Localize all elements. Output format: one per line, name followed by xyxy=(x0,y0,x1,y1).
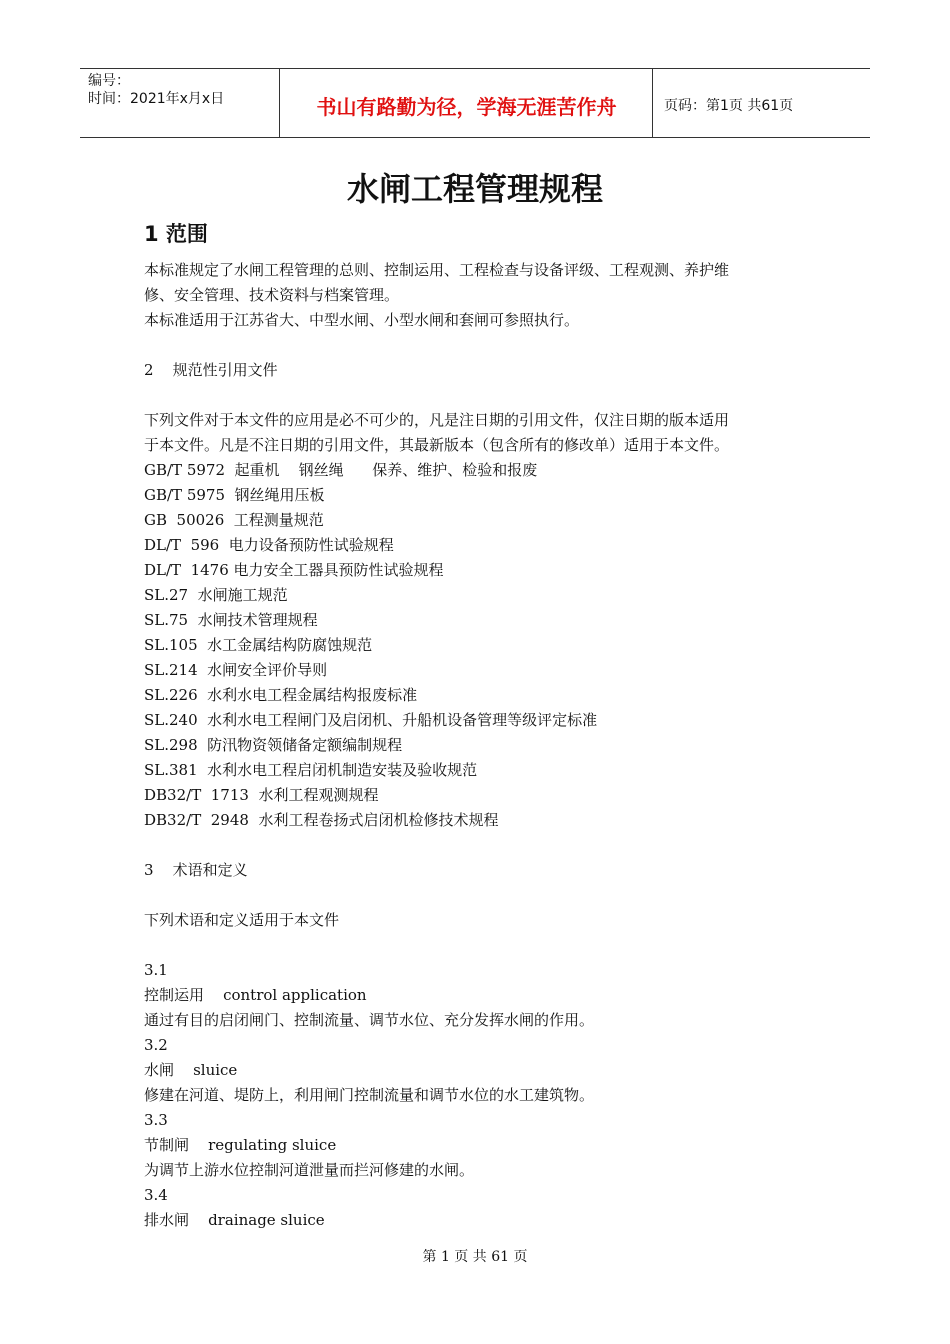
paragraph-line: 下列术语和定义适用于本文件 xyxy=(144,911,340,929)
reference-item: DL/T 596 电力设备预防性试验规程 xyxy=(144,536,394,554)
reference-item: SL.27 水闸施工规范 xyxy=(144,586,288,604)
number-label: 编号： xyxy=(88,73,130,89)
header-page-info: 页码：第1页 共61页 xyxy=(664,98,794,114)
reference-item: GB/T 5972 起重机 钢丝绳 保养、维护、检验和报废 xyxy=(144,461,538,479)
time-label: 时间：2021年x月x日 xyxy=(88,91,225,107)
header-meta-cell xyxy=(80,69,280,137)
document-body xyxy=(144,258,814,1233)
reference-item: SL.381 水利水电工程启闭机制造安装及验收规范 xyxy=(144,761,478,779)
term-name: 水闸 sluice xyxy=(144,1061,238,1079)
term-definition: 通过有目的启闭闸门、控制流量、调节水位、充分发挥水闸的作用。 xyxy=(144,1011,595,1029)
reference-item: DB32/T 2948 水利工程卷扬式启闭机检修技术规程 xyxy=(144,811,499,829)
term-number: 3.1 xyxy=(144,961,168,979)
term-definition: 修建在河道、堤防上，利用闸门控制流量和调节水位的水工建筑物。 xyxy=(144,1086,595,1104)
paragraph-line: 于本文件。凡是不注日期的引用文件，其最新版本（包含所有的修改单）适用于本文件。 xyxy=(144,436,730,454)
paragraph-line: 下列文件对于本文件的应用是必不可少的，凡是注日期的引用文件，仅注日期的版本适用 xyxy=(144,411,730,429)
paragraph-line: 本标准适用于江苏省大、中型水闸、小型水闸和套闸可参照执行。 xyxy=(144,311,580,329)
term-number: 3.4 xyxy=(144,1186,168,1204)
page-footer: 第 1 页 共 61 页 xyxy=(422,1249,528,1265)
term-name: 控制运用 control application xyxy=(144,986,367,1004)
reference-item: SL.214 水闸安全评价导则 xyxy=(144,661,328,679)
term-definition: 为调节上游水位控制河道泄量而拦河修建的水闸。 xyxy=(144,1161,475,1179)
paragraph-line: 修、安全管理、技术资料与档案管理。 xyxy=(144,286,400,304)
section-heading-references: 2 规范性引用文件 xyxy=(144,361,278,379)
header-motto: 书山有路勤为径，学海无涯苦作舟 xyxy=(281,69,653,137)
reference-item: SL.75 水闸技术管理规程 xyxy=(144,611,318,629)
term-number: 3.2 xyxy=(144,1036,168,1054)
reference-item: DL/T 1476 电力安全工器具预防性试验规程 xyxy=(144,561,444,579)
term-name: 排水闸 drainage sluice xyxy=(144,1211,325,1229)
reference-item: GB/T 5975 钢丝绳用压板 xyxy=(144,486,325,504)
term-number: 3.3 xyxy=(144,1111,168,1129)
reference-item: SL.298 防汛物资领储备定额编制规程 xyxy=(144,736,403,754)
section-heading-terms: 3 术语和定义 xyxy=(144,861,248,879)
section-heading-scope: 1 范围 xyxy=(144,222,208,246)
reference-item: SL.240 水利水电工程闸门及启闭机、升船机设备管理等级评定标准 xyxy=(144,711,598,729)
term-name: 节制闸 regulating sluice xyxy=(144,1136,337,1154)
header-table xyxy=(80,68,870,138)
reference-item: SL.226 水利水电工程金属结构报废标准 xyxy=(144,686,418,704)
reference-item: SL.105 水工金属结构防腐蚀规范 xyxy=(144,636,373,654)
paragraph-line: 本标准规定了水闸工程管理的总则、控制运用、工程检查与设备评级、工程观测、养护维 xyxy=(144,261,730,279)
reference-item: GB 50026 工程测量规范 xyxy=(144,511,324,529)
document-title: 水闸工程管理规程 xyxy=(346,170,603,208)
reference-item: DB32/T 1713 水利工程观测规程 xyxy=(144,786,379,804)
